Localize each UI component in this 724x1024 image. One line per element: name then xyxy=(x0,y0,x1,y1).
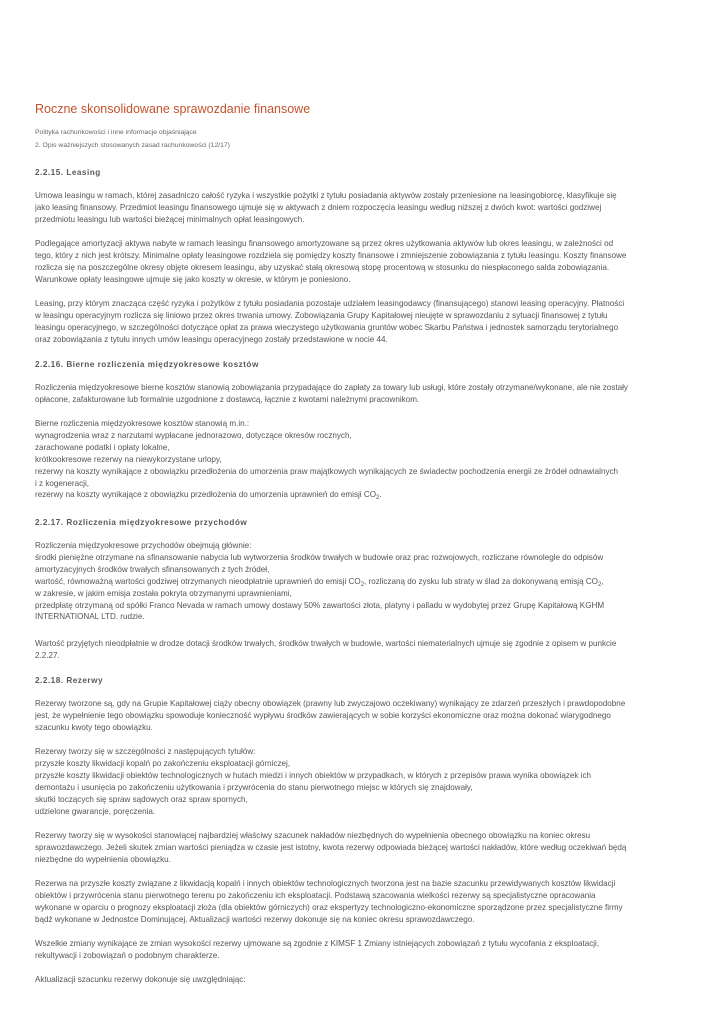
accrued-costs-paragraph-1 xyxy=(35,382,690,406)
text-line: jest, że wypełnienie tego obowiązku spowoduje konieczność wypływu środków zawierających w sobie korzyści ekonomiczne oraz można dokonać wiarygodnego xyxy=(35,710,611,720)
text-line: przedmiotu leasingu lub wartości bieżącej minimalnych opłat leasingowych. xyxy=(35,214,305,224)
accrued-costs-list-last: rezerwy na koszty wynikające z obowiązku przedłożenia do umorzenia uprawnień do emisji $CO_2$. xyxy=(35,490,382,502)
provisions-paragraph-4 xyxy=(35,878,690,926)
text-line: sprawozdawczego. Jeżeli skutek zmian wartości pieniądza w czasie jest istotny, kwota rezerwy odpowiada bieżącej wartości nakładów, które według oczekiwań będą xyxy=(35,842,627,852)
text-line: rekultywacji i zobowiązań o podobnym charakterze. xyxy=(35,950,220,960)
report-title: Roczne skonsolidowane sprawozdanie finansowe xyxy=(35,102,311,116)
section-heading-provisions: 2.2.18. Rezerwy xyxy=(35,676,104,685)
page-subtitle: 2. Opis ważniejszych stosowanych zasad rachunkowości (12/17) xyxy=(35,142,230,149)
text-line: tego, który z nich jest krótszy. Minimalne opłaty leasingowe rozdziela się pomiędzy koszty finansowe i zmniejszenie zobowiązania z tytułu leasingu. Koszty finansowe xyxy=(35,250,627,260)
text-line: Rezerwa na przyszłe koszty związane z likwidacją kopalń i innych obiektów technologicznych tworzona jest na bazie szacunku przewidywanych kosztów likwidacji xyxy=(35,879,616,888)
text-line: Rezerwy tworzy się w wysokości stanowiącej najbardziej właściwy szacunek nakładów niezbędnych do wypełnienia obecnego obowiązku na koniec okresu xyxy=(35,831,591,840)
text-line: oraz zobowiązania z tytułu innych umów leasingu operacyjnego zostały przedstawione w nocie 44. xyxy=(35,334,388,344)
text-line: INTERNATIONAL LTD. rudzie. xyxy=(35,612,145,622)
deferred-income-list xyxy=(35,540,690,623)
text-line: rozlicza się na poszczególne okresy objęte okresem leasingu, aby uzyskać stałą okresową stopę procentową w stosunku do niespłaconego salda zobowiązania. xyxy=(35,262,610,272)
provisions-paragraph-2 xyxy=(35,746,690,817)
text-line: Warunkowe opłaty leasingowe ujmuje się jako koszty w okresie, w którym je poniesiono. xyxy=(35,274,351,284)
text-line: rezerwy na koszty wynikające z obowiązku przedłożenia do umorzenia praw majątkowych wynikających ze świadectw pochodzenia energii ze źródeł odnawialnych xyxy=(35,466,619,476)
text-line: przyszłe koszty likwidacji obiektów technologicznych w hutach miedzi i innych obiektów w przypadkach, w których z przepisów prawa wynika obowiązek ich xyxy=(35,770,592,780)
provisions-paragraph-1 xyxy=(35,698,690,734)
text-line: Bierne rozliczenia międzyokresowe kosztów stanowią m.in.: xyxy=(35,419,250,428)
text-line: 2.2.27. xyxy=(35,650,60,660)
leasing-paragraph-1 xyxy=(35,190,690,226)
text-line: Podlegające amortyzacji aktywa nabyte w ramach leasingu finansowego amortyzowane są przez okres użytkowania aktywów lub okres leasingu, w zależności od xyxy=(35,239,614,248)
text-line: skutki toczących się spraw sądowych oraz spraw spornych, xyxy=(35,794,248,804)
text-line: amortyzacyjnych środków trwałych sfinansowanych z tych źródeł, xyxy=(35,564,270,574)
leasing-paragraph-3 xyxy=(35,298,690,346)
provisions-paragraph-5 xyxy=(35,938,690,962)
text-line: zarachowane podatki i opłaty lokalne, xyxy=(35,442,170,452)
text-line: Leasing, przy którym znacząca część ryzyka i pożytków z tytułu posiadania pozostaje udziałem leasingodawcy (finansującego) stanowi leasing operacyjny. Płatności xyxy=(35,299,625,308)
text-line: opłacone, zafakturowane lub formalnie uzgodnione z dostawcą, łącznie z kwotami należnymi pracownikom. xyxy=(35,394,420,404)
text-line: szacunku kwoty tego obowiązku. xyxy=(35,722,153,732)
deferred-income-co2-line: wartość, równoważną wartości godziwej otrzymanych nieodpłatnie uprawnień do emisji $CO_2$, rozliczaną do zysku lub straty w ślad za dokonywaną emisją $CO_2$, xyxy=(35,576,604,588)
text-line: jako leasing finansowy. Przedmiot leasingu finansowego ujmuje się w aktywach z dniem rozpoczęcia leasingu według niższej z dwóch kwot: wartości godziwej xyxy=(35,202,602,212)
section-heading-accrued-costs: 2.2.16. Bierne rozliczenia międzyokresowe kosztów xyxy=(35,360,259,369)
text-line: Aktualizacji szacunku rezerwy dokonuje się uwzględniając: xyxy=(35,975,246,984)
section-breadcrumb: Polityka rachunkowości i inne informacje objaśniające xyxy=(35,129,197,136)
section-heading-leasing: 2.2.15. Leasing xyxy=(35,168,101,177)
text-line: Rezerwy tworzy się w szczególności z następujących tytułów: xyxy=(35,747,256,756)
text-line: krótkookresowe rezerwy na niewykorzystane urlopy, xyxy=(35,454,222,464)
text-line: środki pieniężne otrzymane na sfinansowanie nabycia lub wytworzenia środków trwałych w budowie oraz prac rozwojowych, rozliczane równolegle do odpisów xyxy=(35,552,604,562)
text-line: bądź wykonane w Jednostce Dominującej. Aktualizacji wartości rezerwy dokonuje się na koniec okresu sprawozdawczego. xyxy=(35,914,475,924)
text-line: Wartość przyjętych nieodpłatnie w drodze dotacji środków trwałych, środków trwałych w budowie, wartości niematerialnych ujmuje się zgodnie z opisem w punkcie xyxy=(35,639,617,648)
text-line: udzielone gwarancje, poręczenia. xyxy=(35,806,156,816)
text-line: Rozliczenia międzyokresowe bierne kosztów stanowią zobowiązania przypadające do zapłaty za towary lub usługi, które zostały otrzymane/wykonane, ale nie zostały xyxy=(35,383,628,392)
text-line: demontażu i usunięcia po zakończeniu użytkowania i przywrócenia do stanu pierwotnego miejsc w których się znajdowały, xyxy=(35,782,473,792)
text-line: przyszłe koszty likwidacji kopalń po zakończeniu eksploatacji górniczej, xyxy=(35,758,291,768)
accrued-costs-list xyxy=(35,418,690,501)
accrued-costs-list-lines xyxy=(35,418,690,489)
text-line: Rozliczenia międzyokresowe przychodów obejmują głównie: xyxy=(35,541,252,550)
text-line: niezbędne do wypełnienia obowiązku. xyxy=(35,854,171,864)
text-line: w leasingu operacyjnym rozlicza się liniowo przez okres trwania umowy. Zobowiązania Grupy Kapitałowej nieujęte w sprawozdaniu z sytuacji finansowej z tytułu xyxy=(35,310,608,320)
section-heading-deferred-income: 2.2.17. Rozliczenia międzyokresowe przychodów xyxy=(35,518,248,527)
text-line: i z kogeneracji, xyxy=(35,478,89,488)
provisions-paragraph-6 xyxy=(35,974,690,986)
text-line: przedpłatę otrzymaną od spółki Franco Nevada w ramach umowy dostawy 50% zawartości złota, platyny i palladu w wydobytej przez Grupę Kapitałową KGHM xyxy=(35,600,605,610)
text-line: Umowa leasingu w ramach, której zasadniczo całość ryzyka i wszystkie pożytki z tytułu posiadania aktywów zostały przeniesione na leasingobiorcę, klasyfikuje się xyxy=(35,191,617,200)
text-line: leasingu operacyjnego, w szczególności dotyczące opłat za prawa wieczystego użytkowania gruntów wobec Skarbu Państwa i jednostek samorządu terytorialnego xyxy=(35,322,619,332)
text-line: obiektów i przywrócenia stanu pierwotnego terenu po zakończeniu ich eksploatacji. Podstawą szacowania wielkości rezerwy są specjalistyczne opracowania xyxy=(35,890,596,900)
deferred-income-list-lines-a xyxy=(35,540,690,576)
text-line: wynagrodzenia wraz z narzutami wypłacane jednorazowo, dotyczące okresów rocznych, xyxy=(35,430,352,440)
text-line: w zakresie, w jakim emisja została pokryta otrzymanymi uprawnieniami, xyxy=(35,588,292,598)
text-line: wykonane w oparciu o prognozy eksploatacji złoża (dla obiektów górniczych) oraz ekspertyzy technologiczno-ekonomiczne sporządzone przez specjalistyczne firmy xyxy=(35,902,623,912)
text-line: Wszelkie zmiany wynikające ze zmian wysokości rezerwy ujmowane są zgodnie z KIMSF 1 Zmiany istniejących zobowiązań z tytułu wycofania z eksploatacji, xyxy=(35,939,600,948)
provisions-paragraph-3 xyxy=(35,830,690,866)
deferred-income-paragraph-2 xyxy=(35,638,690,662)
deferred-income-list-lines-b xyxy=(35,588,690,624)
text-line: Rezerwy tworzone są, gdy na Grupie Kapitałowej ciąży obecny obowiązek (prawny lub zwyczajowo oczekiwany) wynikający ze zdarzeń przeszłych i prawdopodobne xyxy=(35,699,626,708)
leasing-paragraph-2 xyxy=(35,238,690,286)
